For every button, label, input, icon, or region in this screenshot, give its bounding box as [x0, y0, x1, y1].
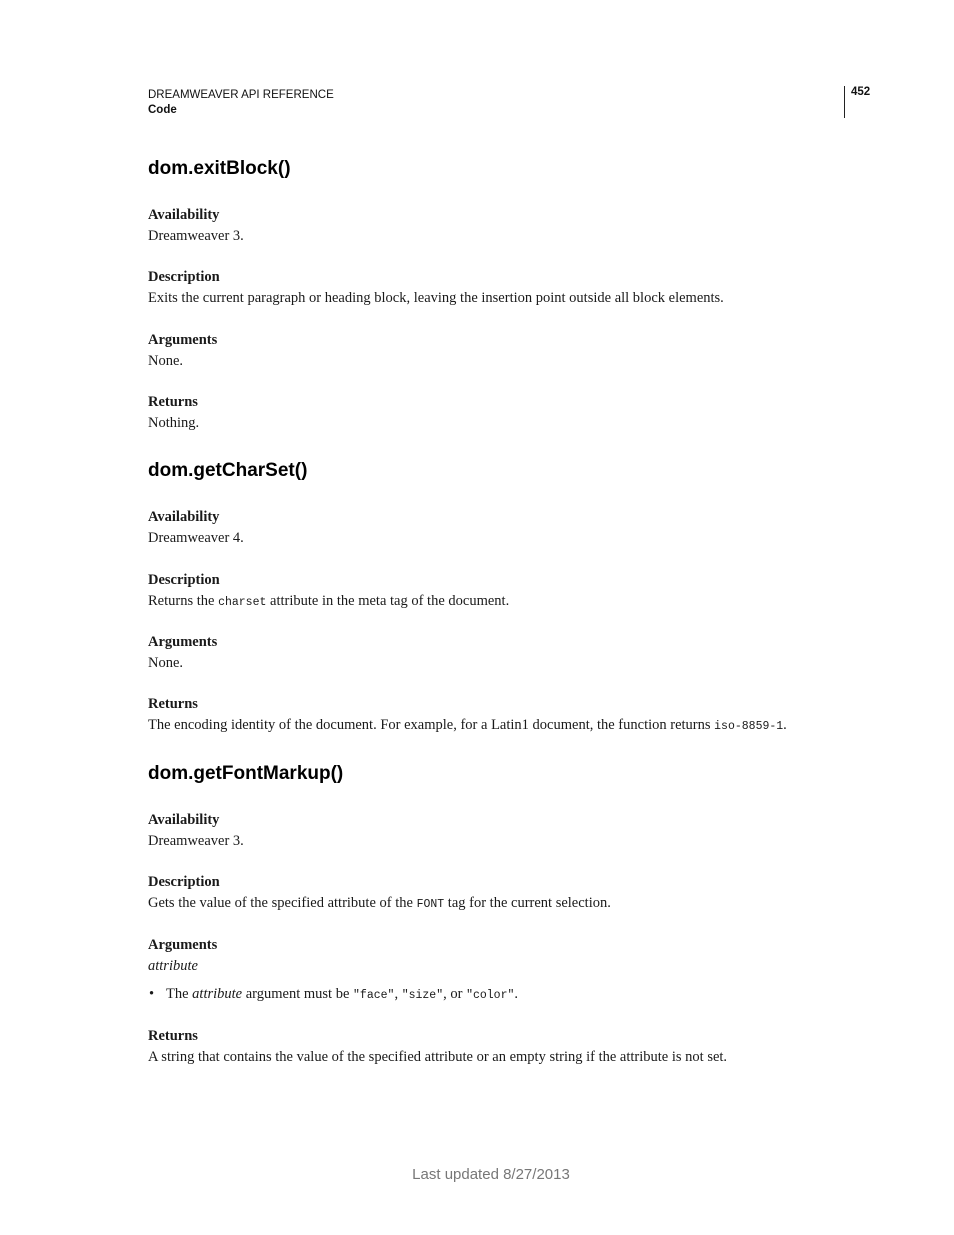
description-text: Exits the current paragraph or heading block, leaving the insertion point outside all block elements. [148, 290, 724, 306]
arguments-section [148, 936, 848, 1005]
returns-label: Returns [148, 394, 198, 410]
list-item: • The attribute argument must be "face", "size", or "color". [149, 986, 519, 1002]
availability-text: Dreamweaver 3. [148, 228, 244, 244]
description-text: Gets the value of the specified attribute of the FONT tag for the current selection. [148, 895, 611, 911]
entry-exitblock-title-block [148, 157, 848, 181]
description-text: Returns the charset attribute in the meta tag of the document. [148, 593, 510, 609]
doc-title: DREAMWEAVER API REFERENCE [148, 89, 334, 101]
inline-code: charset [218, 596, 267, 609]
arguments-label: Arguments [148, 332, 218, 348]
arguments-text: None. [148, 353, 184, 369]
description-label: Description [148, 269, 220, 285]
entry-title: dom.getFontMarkup() [148, 763, 344, 784]
returns-text: Nothing. [148, 415, 200, 431]
availability-text: Dreamweaver 4. [148, 530, 244, 546]
arguments-label: Arguments [148, 634, 218, 650]
description-label: Description [148, 874, 220, 890]
description-label: Description [148, 572, 220, 588]
argument-name: attribute [148, 958, 198, 974]
description-section [148, 873, 848, 914]
last-updated-footer: Last updated 8/27/2013 [412, 1166, 570, 1183]
running-header [148, 88, 334, 118]
returns-section [148, 393, 848, 432]
inline-code: "color" [466, 989, 515, 1002]
arguments-section [148, 331, 848, 370]
arguments-label: Arguments [148, 937, 218, 953]
returns-label: Returns [148, 1028, 198, 1044]
header-divider [844, 86, 845, 118]
inline-code: "size" [401, 989, 444, 1002]
availability-section [148, 508, 848, 547]
page-number: 452 [851, 86, 871, 98]
returns-section [148, 1027, 848, 1066]
entry-getfontmarkup-title-block [148, 762, 848, 786]
entry-title: dom.exitBlock() [148, 158, 291, 179]
inline-code: FONT [416, 898, 445, 911]
inline-code: "face" [353, 989, 395, 1002]
section-name: Code [148, 104, 177, 116]
availability-label: Availability [148, 207, 220, 223]
availability-label: Availability [148, 812, 220, 828]
availability-text: Dreamweaver 3. [148, 833, 244, 849]
inline-code: iso-8859-1 [714, 720, 784, 733]
description-section [148, 268, 848, 307]
arguments-section [148, 633, 848, 672]
returns-text: The encoding identity of the document. For example, for a Latin1 document, the function returns iso-8859-1. [148, 717, 787, 733]
returns-section [148, 695, 848, 736]
availability-label: Availability [148, 509, 220, 525]
returns-text: A string that contains the value of the specified attribute or an empty string if the attribute is not set. [148, 1049, 728, 1065]
availability-section [148, 811, 848, 850]
availability-section [148, 206, 848, 245]
arguments-text: None. [148, 655, 184, 671]
entry-title: dom.getCharSet() [148, 460, 308, 481]
returns-label: Returns [148, 696, 198, 712]
description-section [148, 571, 848, 612]
entry-getcharset-title-block [148, 459, 848, 483]
bullet-icon: • [149, 986, 155, 1002]
